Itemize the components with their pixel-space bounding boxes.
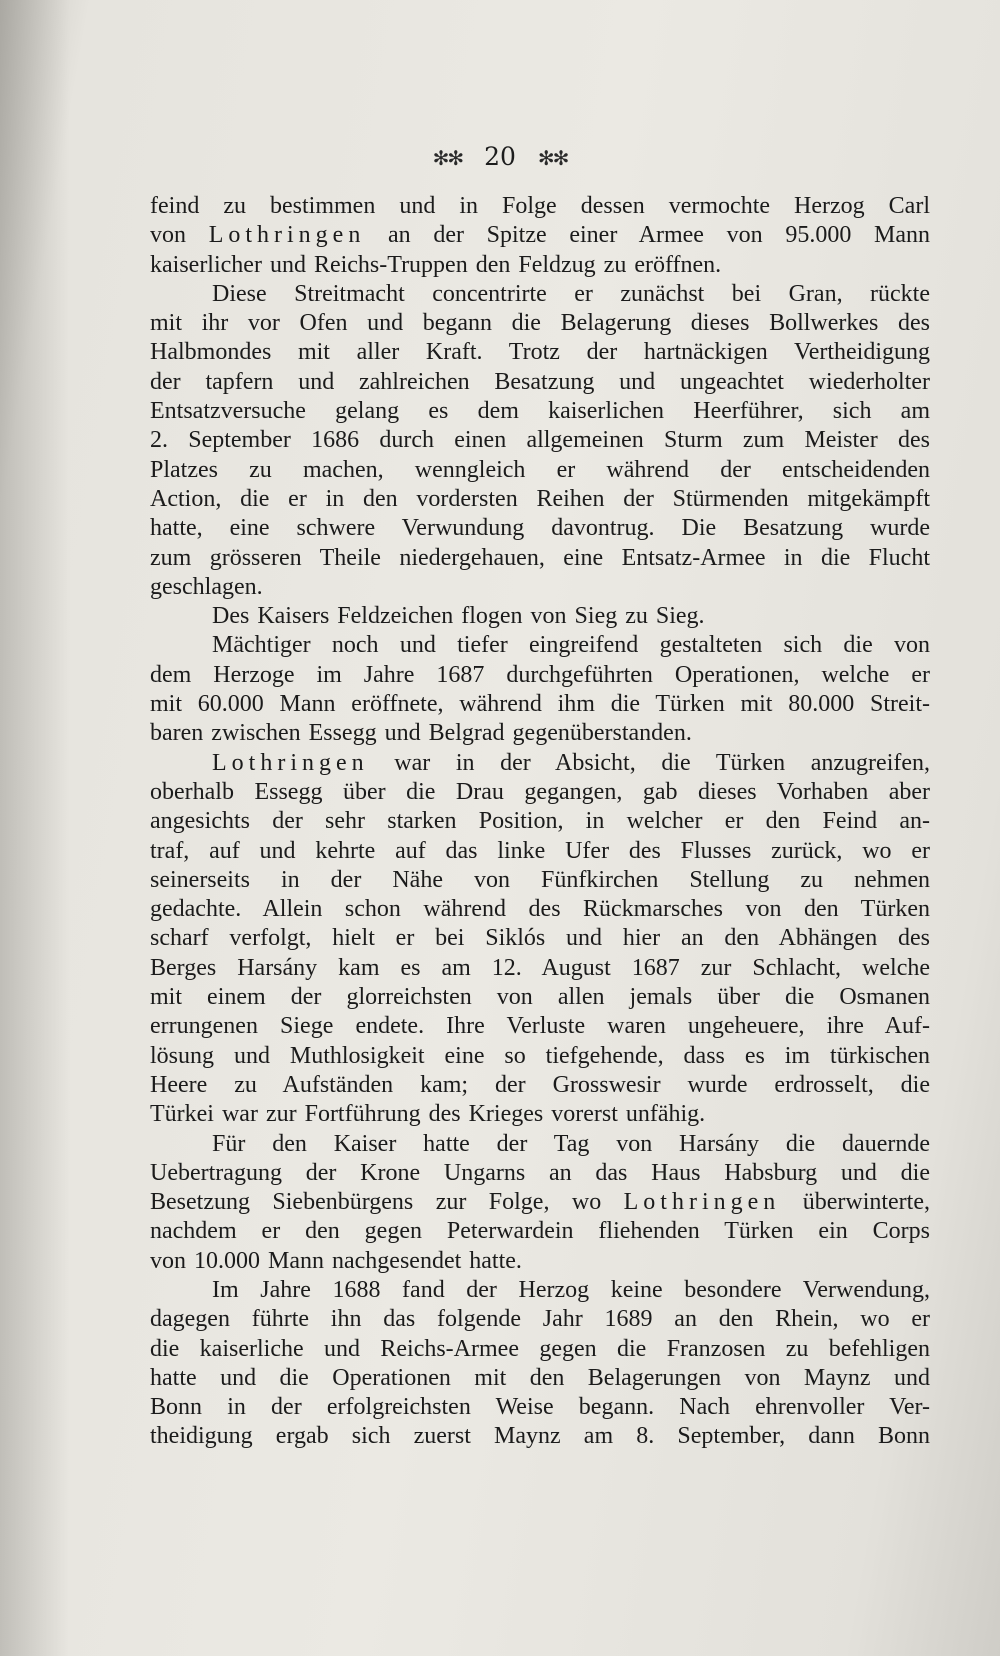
- text-run: Platzes zu machen, wenngleich er während der entscheidenden: [150, 456, 930, 483]
- text-line: [150, 719, 930, 748]
- text-line: [150, 1188, 930, 1217]
- page-number: 20: [484, 142, 516, 171]
- text-run: scharf verfolgt, hielt er bei Siklós und hier an den Abhängen des: [150, 925, 930, 952]
- text-run: dagegen führte ihn das folgende Jahr 1689 an den Rhein, wo er: [150, 1306, 930, 1333]
- text-run: nachdem er den gegen Peterwardein fliehenden Türken ein Corps: [150, 1218, 930, 1245]
- text-run: Action, die er in den vordersten Reihen der Stürmenden mitgekämpft: [150, 485, 930, 512]
- text-run: feind zu bestimmen und in Folge dessen vermochte Herzog Carl: [150, 193, 930, 219]
- text-line: [150, 397, 930, 426]
- text-line: [150, 1393, 930, 1422]
- text-run: hatte und die Operationen mit den Belagerungen von Maynz und: [150, 1364, 930, 1391]
- text-run: mit 60.000 Mann eröffnete, während ihm die Türken mit 80.000 Streit-: [150, 691, 930, 718]
- text-run: gedachte. Allein schon während des Rückmarsches von den Türken: [150, 896, 930, 923]
- text-line: [150, 837, 930, 866]
- text-run: angesichts der sehr starken Position, in welcher er den Feind an-: [150, 808, 930, 835]
- text-run: war in der Absicht, die Türken anzugreifen,: [368, 749, 930, 776]
- text-run: Berges Harsány kam es am 12. August 1687 zur Schlacht, welche: [150, 954, 930, 981]
- spaced-name: Lothringen: [623, 1189, 781, 1216]
- text-run: theidigung ergab sich zuerst Maynz am 8. September, dann Bonn: [150, 1423, 930, 1450]
- text-line: [150, 807, 930, 836]
- text-line: [150, 1364, 930, 1393]
- text-line: [150, 602, 930, 631]
- text-line: [150, 1159, 930, 1188]
- body-text: [150, 192, 930, 1452]
- text-line: [150, 1217, 930, 1246]
- page-header: [0, 142, 1000, 171]
- text-run: Halbmondes mit aller Kraft. Trotz der hartnäckigen Vertheidigung: [150, 339, 930, 366]
- spine-shadow: [0, 0, 70, 1656]
- text-run: überwinterte,: [780, 1189, 930, 1216]
- text-line: [150, 251, 930, 280]
- spaced-name: Lothringen: [208, 222, 366, 249]
- text-line: [150, 221, 930, 250]
- text-run: von 10.000 Mann nachgesendet hatte.: [150, 1247, 522, 1274]
- text-run: Mächtiger noch und tiefer eingreifend gestalteten sich die von: [212, 632, 930, 659]
- text-run: Für den Kaiser hatte der Tag von Harsány die dauernde: [212, 1130, 930, 1157]
- text-line: [150, 1422, 930, 1451]
- text-run: Im Jahre 1688 fand der Herzog keine besondere Verwendung,: [212, 1276, 930, 1303]
- text-line: [150, 1100, 930, 1129]
- text-line: [150, 426, 930, 455]
- ornament-right-icon: ✻✻: [537, 146, 568, 170]
- text-line: [150, 1276, 930, 1305]
- text-run: oberhalb Essegg über die Drau gegangen, gab dieses Vorhaben aber: [150, 778, 930, 805]
- text-line: [150, 338, 930, 367]
- text-run: zum grösseren Theile niedergehauen, eine Entsatz-Armee in die Flucht: [150, 544, 930, 571]
- text-line: [150, 895, 930, 924]
- text-line: [150, 749, 930, 778]
- text-run: Besetzung Siebenbürgens zur Folge, wo: [150, 1189, 624, 1216]
- text-line: [150, 544, 930, 573]
- text-line: [150, 661, 930, 690]
- text-run: traf, auf und kehrte auf das linke Ufer des Flusses zurück, wo er: [150, 837, 930, 864]
- text-run: baren zwischen Essegg und Belgrad gegenüberstanden.: [150, 720, 692, 747]
- ornament-left-icon: ✻✻: [432, 146, 463, 170]
- text-run: Türkei war zur Fortführung des Krieges vorerst unfähig.: [150, 1101, 706, 1128]
- text-run: an der Spitze einer Armee von 95.000 Mann: [365, 222, 930, 249]
- text-line: [150, 778, 930, 807]
- text-line: [150, 485, 930, 514]
- text-line: [150, 368, 930, 397]
- text-run: kaiserlicher und Reichs-Truppen den Feldzug zu eröffnen.: [150, 251, 722, 278]
- text-run: hatte, eine schwere Verwundung davontrug. Die Besatzung wurde: [150, 515, 930, 542]
- text-line: [150, 514, 930, 543]
- text-run: seinerseits in der Nähe von Fünfkirchen Stellung zu nehmen: [150, 866, 930, 893]
- text-line: [150, 456, 930, 485]
- text-line: [150, 866, 930, 895]
- text-line: [150, 1130, 930, 1159]
- text-run: Heere zu Aufständen kam; der Grosswesir wurde erdrosselt, die: [150, 1071, 930, 1098]
- text-line: [150, 1012, 930, 1041]
- text-line: [150, 1042, 930, 1071]
- text-line: [150, 924, 930, 953]
- text-run: Bonn in der erfolgreichsten Weise begann. Nach ehrenvoller Ver-: [150, 1394, 930, 1421]
- text-line: [150, 983, 930, 1012]
- text-line: [150, 192, 930, 221]
- text-line: [150, 631, 930, 660]
- text-line: [150, 1247, 930, 1276]
- text-run: der tapfern und zahlreichen Besatzung und ungeachtet wiederholter: [150, 368, 930, 395]
- text-line: [150, 1071, 930, 1100]
- text-run: 2. September 1686 durch einen allgemeinen Sturm zum Meister des: [150, 427, 930, 454]
- text-line: [150, 280, 930, 309]
- text-run: Diese Streitmacht concentrirte er zunächst bei Gran, rückte: [212, 280, 930, 307]
- text-run: dem Herzoge im Jahre 1687 durchgeführten Operationen, welche er: [150, 661, 930, 688]
- text-line: [150, 954, 930, 983]
- text-line: [150, 1335, 930, 1364]
- text-run: Entsatzversuche gelang es dem kaiserlichen Heerführer, sich am: [150, 398, 930, 425]
- text-line: [150, 1305, 930, 1334]
- text-line: [150, 573, 930, 602]
- spaced-name: Lothringen: [212, 749, 369, 776]
- text-line: [150, 309, 930, 338]
- text-run: mit einem der glorreichsten von allen jemals über die Osmanen: [150, 984, 930, 1011]
- text-run: mit ihr vor Ofen und begann die Belagerung dieses Bollwerkes des: [150, 310, 930, 337]
- text-run: geschlagen.: [150, 573, 263, 600]
- text-run: Des Kaisers Feldzeichen flogen von Sieg zu Sieg.: [212, 603, 705, 630]
- text-run: lösung und Muthlosigkeit eine so tiefgehende, dass es im türkischen: [150, 1042, 930, 1069]
- text-line: [150, 690, 930, 719]
- text-run: von: [150, 222, 209, 249]
- text-run: Uebertragung der Krone Ungarns an das Haus Habsburg und die: [150, 1159, 930, 1186]
- text-run: die kaiserliche und Reichs-Armee gegen die Franzosen zu befehligen: [150, 1335, 930, 1362]
- text-run: errungenen Siege endete. Ihre Verluste waren ungeheuere, ihre Auf-: [150, 1013, 930, 1040]
